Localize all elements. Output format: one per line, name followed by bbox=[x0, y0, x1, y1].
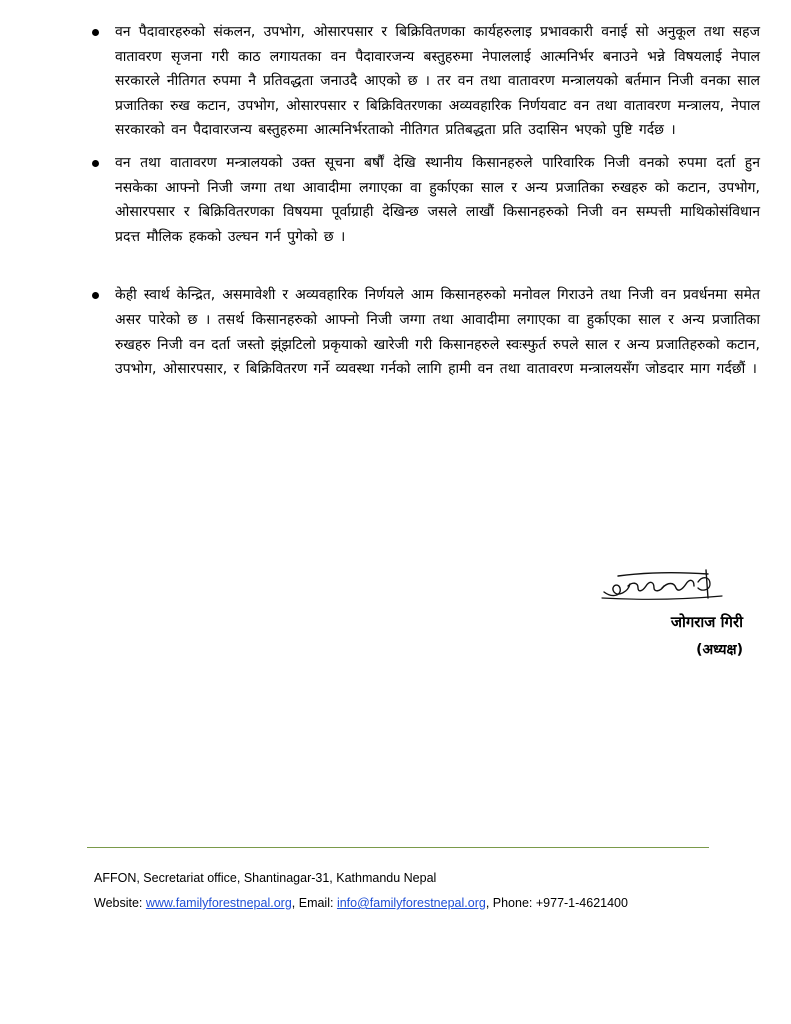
email-label: , Email: bbox=[291, 896, 337, 910]
paragraph-text: वन तथा वातावरण मन्त्रालयको उक्त सूचना बर्षौं देखि स्थानीय किसानहरुले पारिवारिक निजी वनको रुपमा दर्ता हुन नसकेका आफ्नो निजी जग्गा तथा आवादीमा लगाएका वा हुर्काएका साल र अन्य प्रजातिका रुखहरु को कटान, उपभोग, ओसारपसार र बिक्रिवितरणका विषयमा पूर्वाग्राही देखिन्छ जसले लाखौं किसानहरुको निजी वन सम्पत्ती माथिकोसंविधान प्रदत्त मौलिक हकको उल्घन गर्न पुगेको छ । bbox=[115, 154, 760, 245]
footer-divider bbox=[87, 847, 709, 848]
list-item bbox=[88, 283, 760, 381]
signer-name: जोगराज गिरी bbox=[670, 613, 743, 631]
paragraph-text: केही स्वार्थ केन्द्रित, असमावेशी र अव्यवहारिक निर्णयले आम किसानहरुको मनोवल गिराउने तथा निजी वन प्रवर्धनमा समेत असर पारेको छ । तसर्थ किसानहरुको आफ्नो निजी जग्गा तथा आवादीमा लगाएका वा हुर्काएका साल र अन्य प्रजातिका रुखहरु निजी वन दर्ता जस्तो झ्ंझटिलो प्रकृयाको खारेजी गरी किसानहरुले स्वःस्फुर्त रुपले साल र अन्य प्रजातिहरुको कटान, उपभोग, ओसारपसार, र बिक्रिवितरण गर्ने व्यवस्था गर्नको लागि हामी वन तथा वातावरण मन्त्रालयसँग जोडदार माग गर्दछौं । bbox=[115, 287, 760, 378]
signer-title: (अध्यक्ष) bbox=[696, 642, 743, 658]
footer-address: AFFON, Secretariat office, Shantinagar-31, Kathmandu Nepal bbox=[94, 871, 437, 885]
list-item bbox=[88, 151, 760, 249]
bullet-dot bbox=[92, 292, 99, 299]
bullet-dot bbox=[92, 29, 99, 36]
website-link[interactable]: www.familyforestnepal.org bbox=[145, 896, 292, 910]
bullet-dot bbox=[92, 160, 99, 167]
website-label: Website: bbox=[94, 896, 146, 910]
footer-contact-line bbox=[94, 891, 754, 916]
paragraph-text: वन पैदावारहरुको संकलन, उपभोग, ओसारपसार र बिक्रिवितणका कार्यहरुलाइ प्रभावकारी वनाई सो अनुकूल तथा सहज वातावरण सृजना गरी काठ लगायतका वन पैदावारजन्य बस्तुहरुमा नेपाललाई आत्मनिर्भर बनाउने भन्ने विषयलाई नेपाल सरकारले नीतिगत रुपमा नै प्रतिवद्धता जनाउदै आएको छ । तर वन तथा वातावरण मन्त्रालयको बर्तमान निजी वनका साल प्रजातिका रुख कटान, उपभोग, ओसारपसार र बिक्रिवितरणका अव्यवहारिक निर्णयवाट वन तथा वातावरण मन्त्रालय, नेपाल सरकारको वन पैदावारजन्य बस्तुहरुमा आत्मनिर्भरताको नीतिगत प्रतिबद्धता प्रति उदासिन भएको पुष्टि गर्दछ । bbox=[115, 24, 760, 139]
footer bbox=[94, 866, 754, 916]
handwritten-signature bbox=[598, 562, 728, 602]
bullet-list bbox=[88, 20, 760, 382]
phone-number: +977-1-4621400 bbox=[535, 896, 628, 910]
email-link[interactable]: info@familyforestnepal.org bbox=[336, 896, 486, 910]
phone-label: , Phone: bbox=[485, 896, 536, 910]
list-item bbox=[88, 20, 760, 143]
